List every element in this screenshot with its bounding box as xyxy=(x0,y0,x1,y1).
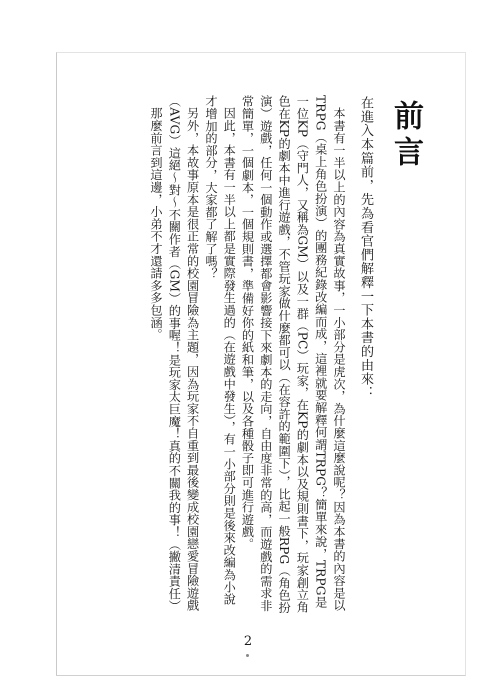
paragraph-3: 另外，本故事原本是很正常的校園冒險為主題，因為玩家不自重到最後變成校園戀愛冒險遊戲（AVG）這絕～對～不關作者（GM）的事喔！是玩家太巨魔！真的不關我的事！（撇清責任） xyxy=(167,95,200,612)
paragraph-1: 本書有一半以上的內容為真實故事，一小部分是虎次，為什麼這麼說呢？因為本書的內容是以TRPG（桌上角色扮演）的團務紀錄改編而成，這裡就要解釋何謂TRPG？簡單來說，TRPG是一位KP（守門人，又稱為GM）以及一群（PC）玩家，在KP的劇本以及規則書下，玩家創立角色在KP的劇本中進行遊戲，不管玩家做什麼都可以（在容許的範圍下），比起一般RPG（角色扮演）遊戲，任何一個動作或選擇都會影響接下來劇本的走向，自由度非常的高，而遊戲的需求非常簡單，一個劇本，一個規則書，準備好你的紙和筆，以及各種骰子即可進行遊戲。 xyxy=(240,95,346,614)
intro-line: 在進入本篇前，先為看官們解釋一下本書的由來： xyxy=(358,96,373,400)
paragraph-4: 那麼前言到這邊，小弟不才還請多多包涵。 xyxy=(149,107,164,341)
paragraph-2: 因此，本書有一半以上都是實際發生過的（在遊戲中發生），有一小部分則是後來改編為小說才增加的部分，大家都了解了嗎？ xyxy=(203,95,237,606)
page-dot-mark xyxy=(246,654,249,657)
body-text xyxy=(147,95,348,615)
page-title: 前言 xyxy=(388,100,423,172)
page-number: 2 xyxy=(243,634,253,649)
